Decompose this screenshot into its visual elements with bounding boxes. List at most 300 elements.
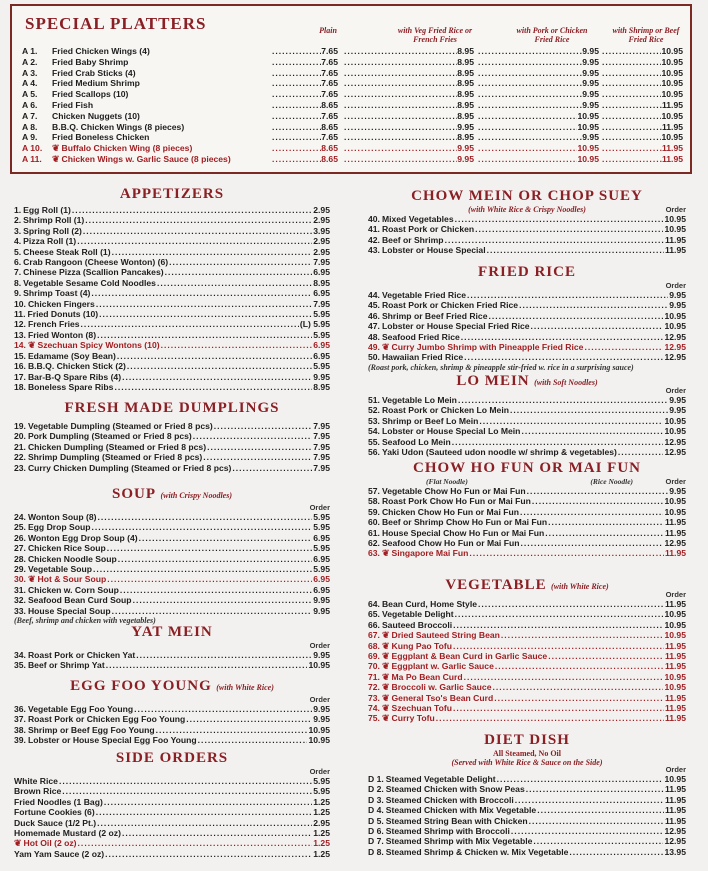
menu-item[interactable] (368, 774, 686, 784)
dot-leader (527, 486, 669, 496)
item-name: Seafood Bean Curd Soup (27, 595, 132, 606)
item-price: 11.95 (664, 713, 686, 724)
platter-price: 11.95 (661, 154, 683, 164)
item-number: 16. (14, 361, 26, 372)
menu-item[interactable] (368, 703, 686, 713)
menu-item[interactable] (14, 205, 330, 215)
platter-name (52, 57, 128, 67)
dot-leader (453, 703, 664, 713)
dot-leader (272, 68, 321, 78)
item-number: D 3. (368, 794, 384, 805)
menu-item[interactable] (14, 735, 330, 745)
menu-item[interactable] (368, 405, 686, 415)
menu-item[interactable] (14, 267, 330, 277)
item-price: 7.95 (313, 441, 330, 452)
vegetable-list (368, 599, 686, 724)
platter-price: 7.65 (321, 67, 338, 78)
side-orders-order-header: Order (309, 767, 330, 776)
menu-item[interactable] (368, 528, 686, 538)
item-number: 2. (14, 215, 22, 226)
menu-item[interactable] (14, 650, 330, 660)
dot-leader (455, 609, 664, 619)
item-name: Chicken Fingers (27, 298, 95, 309)
item-name: Seafood Lo Mein (381, 436, 451, 447)
menu-item[interactable] (14, 554, 330, 564)
item-price: 10.95 (664, 321, 686, 332)
platter-name (52, 122, 184, 132)
platter-price: 8.95 (457, 67, 474, 78)
menu-item[interactable] (14, 361, 330, 371)
platter-price: 10.95 (577, 143, 599, 154)
menu-item[interactable] (14, 351, 330, 361)
yat-mein-section (14, 624, 330, 671)
dot-leader (104, 797, 312, 807)
item-price: 11.95 (664, 234, 686, 245)
menu-item[interactable] (368, 816, 686, 826)
platter-code: A 8. (22, 121, 38, 132)
diet-dish-sub2: (Served with White Rice & Sauce on the Side) (451, 758, 603, 767)
menu-item[interactable] (368, 805, 686, 815)
menu-item[interactable] (14, 606, 330, 616)
platter-price: 10.95 (661, 132, 683, 143)
menu-item[interactable] (14, 340, 330, 350)
platter-row[interactable] (22, 46, 687, 57)
menu-item[interactable] (14, 797, 330, 807)
item-number: 30. (14, 574, 26, 585)
item-number: 4. (14, 236, 22, 247)
dot-leader (602, 78, 661, 88)
platter-price-cell (272, 78, 338, 88)
item-price: 3.95 (313, 225, 330, 236)
item-price: 9.95 (313, 650, 330, 660)
platter-price-cell (344, 57, 474, 67)
platter-price-cell (272, 154, 338, 164)
dot-leader (497, 774, 664, 784)
platter-price-cell (272, 100, 338, 110)
item-name: Lobster or House Special Lo Mein (381, 426, 521, 437)
menu-item[interactable] (368, 352, 686, 362)
menu-item[interactable] (368, 661, 686, 671)
menu-item[interactable] (14, 288, 330, 298)
dot-leader (133, 595, 313, 605)
item-name: Shrimp or Beef Egg Foo Young (27, 724, 155, 735)
menu-item[interactable] (14, 838, 330, 848)
platter-price: 9.95 (457, 154, 474, 164)
platter-row[interactable] (22, 68, 687, 79)
egg-foo-young-title: EGG FOO YOUNG (70, 678, 212, 694)
dot-leader (107, 574, 312, 584)
menu-item[interactable] (14, 574, 330, 584)
platter-row[interactable] (22, 154, 687, 165)
item-price: 10.95 (308, 735, 330, 746)
menu-item[interactable] (368, 447, 686, 457)
item-number: 18. (14, 381, 26, 392)
diet-dish-list (368, 774, 686, 857)
dot-leader (272, 132, 321, 142)
menu-item[interactable] (368, 836, 686, 846)
dot-leader (85, 215, 312, 225)
menu-item[interactable] (368, 290, 686, 300)
menu-item[interactable] (14, 585, 330, 595)
fried-rice-note: (Roast pork, chicken, shrimp & pineapple stir-fried w. rice in a surprising sauce) (368, 362, 634, 372)
menu-item[interactable] (14, 452, 330, 462)
menu-item[interactable] (14, 463, 330, 473)
menu-item[interactable] (14, 421, 330, 431)
item-price: 5.95 (313, 786, 330, 797)
menu-item[interactable] (14, 382, 330, 392)
menu-item[interactable] (368, 693, 686, 703)
item-name: Yaki Udon (Sauteed udon noodle w/ shrimp & vegetables) (381, 447, 617, 458)
item-number: 68. (368, 640, 380, 651)
platter-price: 7.65 (321, 56, 338, 67)
menu-item[interactable] (14, 564, 330, 574)
platter-price-cell (602, 78, 683, 88)
menu-item[interactable] (368, 245, 686, 255)
menu-item[interactable] (368, 599, 686, 609)
platter-price-cell (272, 143, 338, 153)
menu-item[interactable] (368, 332, 686, 342)
item-price: 12.95 (664, 836, 686, 847)
menu-item[interactable] (368, 609, 686, 619)
chow-mein-order-header: Order (665, 205, 686, 214)
item-number: 54. (368, 426, 380, 437)
platter-code: A 10. (22, 143, 43, 154)
item-price: 9.95 (669, 290, 686, 300)
menu-item[interactable] (368, 548, 686, 558)
platter-price: 8.95 (457, 89, 474, 100)
item-number: 28. (14, 553, 26, 564)
dot-leader (478, 599, 664, 609)
item-name: Vegetable Lo Mein (381, 395, 457, 405)
item-name: Hot & Sour Soup (37, 574, 107, 585)
menu-item[interactable] (368, 784, 686, 794)
item-number: D 1. (368, 774, 384, 784)
menu-item[interactable] (14, 512, 330, 522)
menu-item[interactable] (368, 630, 686, 640)
dot-leader (344, 111, 457, 121)
item-name: Cheese Steak Roll (1) (23, 246, 111, 257)
menu-item[interactable] (368, 214, 686, 224)
menu-item[interactable] (14, 725, 330, 735)
item-number: 32. (14, 595, 26, 606)
platter-row[interactable] (22, 89, 687, 100)
platter-row[interactable] (22, 100, 687, 111)
chow-mein-list (368, 214, 686, 256)
dot-leader (134, 704, 312, 714)
menu-item[interactable] (14, 257, 330, 267)
dot-leader (106, 660, 308, 670)
item-price: 12.95 (664, 826, 686, 837)
item-number: 45. (368, 300, 380, 311)
soup-note: (Beef, shrimp and chicken with vegetables) (14, 616, 156, 626)
platter-price: 7.65 (321, 46, 338, 56)
item-number: 53. (368, 415, 380, 426)
platter-price: 9.95 (582, 100, 599, 110)
platter-row[interactable] (22, 111, 687, 122)
item-price: 6.95 (313, 340, 330, 351)
dot-leader (272, 154, 321, 164)
platter-code: A 2. (22, 56, 38, 67)
item-number: 35. (14, 660, 26, 671)
menu-item[interactable] (368, 620, 686, 630)
platter-price-cell (344, 89, 474, 99)
item-price: 10.95 (664, 224, 686, 235)
menu-item[interactable] (14, 247, 330, 257)
platter-price: 10.95 (661, 67, 683, 78)
platter-code: A 11. (22, 154, 42, 164)
menu-item[interactable] (14, 660, 330, 670)
dot-leader (193, 431, 313, 441)
item-name: Roast Pork or Chicken Lo Mein (381, 405, 509, 416)
menu-item[interactable] (368, 486, 686, 496)
fried-rice-order-header: Order (665, 281, 686, 290)
item-number: 22. (14, 452, 26, 463)
menu-item[interactable] (14, 533, 330, 543)
item-price: 11.95 (664, 651, 686, 662)
menu-item[interactable] (368, 795, 686, 805)
platter-price-cell (602, 143, 683, 153)
item-name: Beef or Shrimp Yat (27, 660, 105, 671)
item-name: Sauteed Broccoli (381, 619, 453, 630)
egg-foo-young-section (14, 677, 330, 746)
platter-row[interactable] (22, 143, 687, 154)
item-name: Chicken Noodle Soup (27, 553, 117, 564)
platter-price-cell (478, 100, 599, 110)
dot-leader (492, 682, 663, 692)
item-price: 11.95 (664, 692, 686, 703)
item-price: 10.95 (664, 496, 686, 507)
item-number: D 2. (368, 784, 384, 795)
platter-price-cell (478, 78, 599, 88)
platter-price: 9.95 (457, 121, 474, 132)
platter-row[interactable] (22, 132, 687, 143)
menu-item[interactable] (368, 496, 686, 506)
hot-pepper-icon: ❦ (14, 838, 22, 849)
platter-price: 9.95 (582, 56, 599, 67)
dot-leader (272, 122, 321, 132)
platter-price-cell (344, 111, 474, 121)
menu-item[interactable] (14, 595, 330, 605)
item-number: 75. (368, 713, 380, 724)
dot-leader (537, 805, 664, 815)
menu-item[interactable] (14, 372, 330, 382)
menu-item[interactable] (14, 818, 330, 828)
menu-item[interactable] (368, 416, 686, 426)
platter-code: A 3. (22, 67, 38, 78)
item-price: 10.95 (308, 660, 330, 671)
menu-item[interactable] (368, 507, 686, 517)
menu-item[interactable] (368, 682, 686, 692)
menu-item[interactable] (14, 431, 330, 441)
menu-item[interactable] (368, 847, 686, 857)
platter-price-cell (478, 132, 599, 142)
menu-item[interactable] (14, 522, 330, 532)
dot-leader (501, 630, 664, 640)
platter-price-cell (478, 154, 599, 164)
item-name: General Tso's Bean Curd (391, 692, 494, 703)
dot-leader (272, 46, 321, 56)
menu-item[interactable] (14, 319, 330, 329)
menu-item[interactable] (368, 235, 686, 245)
platter-row[interactable] (22, 57, 687, 68)
dot-leader (165, 267, 313, 277)
platter-price: 9.95 (582, 132, 599, 143)
menu-item[interactable] (368, 651, 686, 661)
platter-name (52, 154, 231, 164)
item-price: 10.95 (664, 609, 686, 620)
item-price: 11.95 (664, 245, 686, 256)
platter-name-text: Fried Scallops (10) (52, 89, 129, 100)
menu-item[interactable] (368, 517, 686, 527)
item-number: 5. (14, 246, 22, 257)
hot-pepper-icon: ❦ (381, 640, 390, 651)
dumplings-list (14, 421, 330, 473)
item-name: Szechuan Spicy Wontons (10) (37, 340, 160, 351)
dot-leader (478, 111, 577, 121)
dot-leader (169, 257, 312, 267)
dot-leader (112, 606, 313, 616)
item-name: Roast Pork or Chicken Yat (27, 650, 136, 660)
platter-price: 8.95 (457, 132, 474, 143)
item-price: 7.95 (313, 257, 330, 268)
platter-price: 9.95 (582, 78, 599, 89)
menu-item[interactable] (368, 538, 686, 548)
platter-price: 10.95 (577, 154, 599, 164)
platter-name (52, 132, 149, 142)
menu-item[interactable] (14, 786, 330, 796)
item-name: Roast Pork or Chicken Fried Rice (381, 300, 519, 311)
menu-item[interactable] (14, 714, 330, 724)
dot-leader (344, 132, 457, 142)
item-number: 7. (14, 267, 22, 278)
dumplings-title: FRESH MADE DUMPLINGS (64, 400, 280, 416)
hot-pepper-icon: ❦ (381, 548, 390, 559)
dot-leader (72, 205, 312, 215)
platter-name-text: Fried Fish (52, 100, 94, 110)
item-name: Curry Tofu (391, 713, 435, 724)
dot-leader (59, 776, 312, 786)
platter-row[interactable] (22, 78, 687, 89)
menu-item[interactable] (14, 776, 330, 786)
item-name: Pork Dumpling (Steamed or Fried 8 pcs) (27, 431, 192, 442)
menu-item[interactable] (14, 278, 330, 288)
item-price: 11.95 (664, 805, 686, 816)
platter-price-cell (602, 122, 683, 132)
item-price: 7.95 (313, 431, 330, 442)
soup-order-header: Order (309, 503, 330, 512)
platter-price-cell (478, 122, 599, 132)
menu-item[interactable] (368, 641, 686, 651)
menu-item[interactable] (14, 226, 330, 236)
item-name: Wonton Soup (8) (27, 512, 97, 522)
platter-name-text: Fried Chicken Wings (4) (52, 46, 150, 56)
item-name: Seafood Chow Ho Fun or Mai Fun (381, 538, 520, 549)
menu-item[interactable] (14, 849, 330, 859)
item-price: 9.95 (669, 405, 686, 416)
item-number: 10. (14, 298, 26, 309)
dot-leader (96, 299, 312, 309)
dot-leader (344, 57, 457, 67)
menu-item[interactable] (368, 224, 686, 234)
item-price: 11.95 (664, 527, 686, 538)
item-name: White Rice (14, 776, 58, 786)
menu-item[interactable] (14, 807, 330, 817)
item-number: 62. (368, 538, 380, 549)
menu-item[interactable] (368, 672, 686, 682)
item-price: 10.95 (664, 214, 686, 224)
item-name: Fortune Cookies (6) (14, 807, 95, 818)
menu-item[interactable] (14, 236, 330, 246)
item-number: 51. (368, 395, 380, 405)
item-price: 6.95 (313, 288, 330, 299)
hot-pepper-icon: ❦ (381, 682, 390, 693)
menu-item[interactable] (368, 342, 686, 352)
menu-item[interactable] (368, 300, 686, 310)
menu-item[interactable] (14, 330, 330, 340)
item-number: 19. (14, 421, 26, 431)
dot-leader (272, 89, 321, 99)
dot-leader (478, 78, 582, 88)
menu-item[interactable] (14, 543, 330, 553)
menu-item[interactable] (368, 426, 686, 436)
diet-dish-title: DIET DISH (484, 732, 570, 748)
platter-price-cell (602, 57, 683, 67)
platter-name-text: Chicken Nuggets (10) (52, 110, 140, 121)
item-name: Hot Oil (2 oz) (23, 838, 77, 849)
menu-item[interactable] (368, 321, 686, 331)
dot-leader (78, 838, 313, 848)
menu-item[interactable] (368, 713, 686, 723)
menu-item[interactable] (14, 442, 330, 452)
item-price: 10.95 (664, 671, 686, 682)
dot-leader (519, 300, 668, 310)
platter-price: 10.95 (661, 89, 683, 100)
item-price: 10.95 (664, 619, 686, 630)
appetizers-title: APPETIZERS (119, 186, 225, 202)
menu-item[interactable] (368, 395, 686, 405)
dot-leader (344, 68, 457, 78)
platter-name-text: Chicken Wings w. Garlic Sauce (8 pieces) (61, 154, 231, 164)
dot-leader (344, 143, 457, 153)
menu-item[interactable] (368, 437, 686, 447)
yat-mein-order-header: Order (309, 641, 330, 650)
lo-mein-title: LO MEIN (456, 373, 530, 389)
egg-foo-young-list (14, 704, 330, 746)
item-number: D 5. (368, 815, 384, 826)
item-number: 59. (368, 506, 380, 517)
menu-item[interactable] (14, 828, 330, 838)
menu-item[interactable] (14, 309, 330, 319)
item-price: 8.95 (313, 381, 330, 392)
vegetable-title: VEGETABLE (445, 577, 547, 593)
platter-code: A 7. (22, 110, 38, 121)
dot-leader (127, 361, 312, 371)
menu-item[interactable] (368, 826, 686, 836)
item-name: Vegetable Egg Foo Young (27, 704, 134, 714)
platter-name (52, 46, 150, 56)
dot-leader (602, 154, 662, 164)
platter-price-cell (478, 46, 599, 56)
menu-item[interactable] (14, 215, 330, 225)
platter-row[interactable] (22, 122, 687, 133)
item-number: 38. (14, 724, 26, 735)
vegetable-section (368, 576, 686, 724)
menu-item[interactable] (14, 299, 330, 309)
menu-item[interactable] (368, 311, 686, 321)
hot-pepper-icon: ❦ (381, 713, 390, 724)
platter-name-text: B.B.Q. Chicken Wings (8 pieces) (52, 121, 185, 132)
menu-item[interactable] (14, 704, 330, 714)
